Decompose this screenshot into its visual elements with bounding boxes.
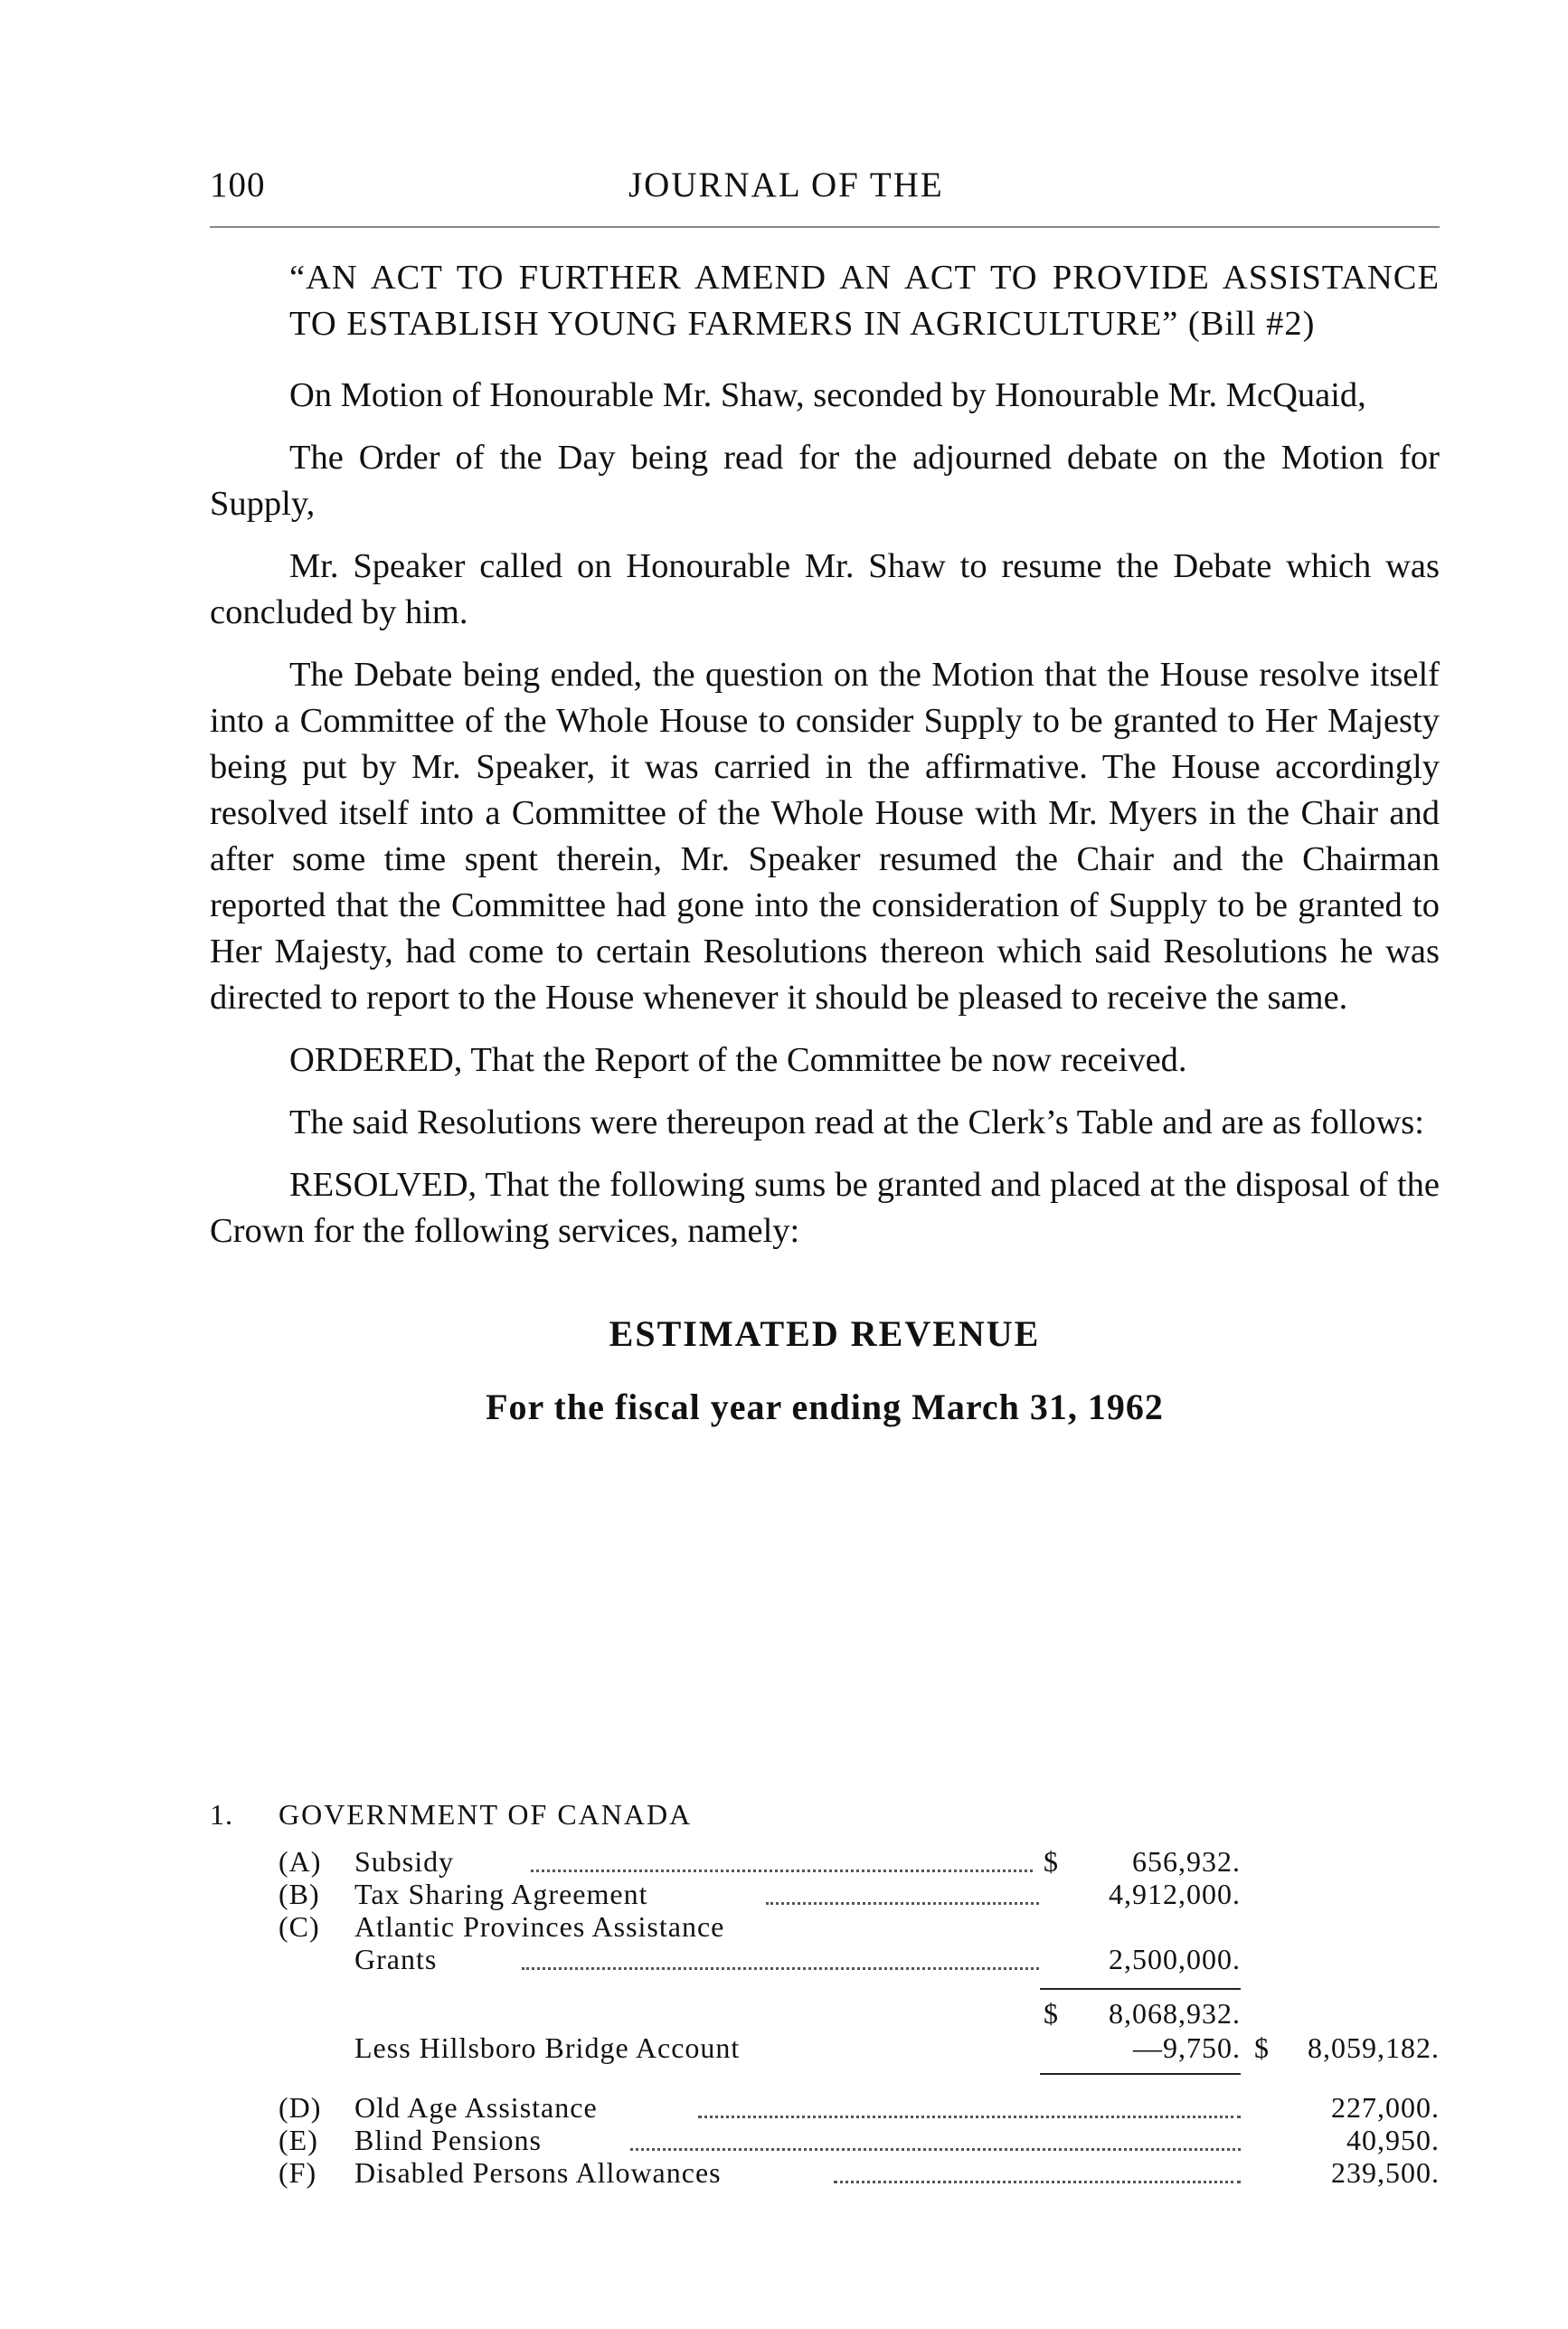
- item-text: Tax Sharing Agreement: [354, 1878, 648, 1910]
- section-number: 1.: [210, 1798, 233, 1831]
- item-amount: 656,932.: [1132, 1845, 1241, 1878]
- item-label: (B): [279, 1878, 320, 1910]
- item-amount: 239,500.: [1331, 2156, 1440, 2189]
- table-row: [210, 1910, 1440, 1943]
- item-text: Atlantic Provinces Assistance: [354, 1910, 725, 1943]
- fiscal-year-subheading: For the fiscal year ending March 31, 1962: [486, 1387, 1164, 1427]
- page-header: [210, 165, 1440, 219]
- currency-sign: $: [1044, 1997, 1059, 2030]
- item-text-continued: Grants: [354, 1943, 438, 1975]
- paragraph-order-of-day: The Order of the Day being read for the adjourned debate on the Motion for Supply,: [210, 439, 1440, 523]
- table-row: [210, 1943, 1440, 1975]
- leader-dots: [522, 1967, 1039, 1970]
- table-row: [210, 1878, 1440, 1910]
- deduction-amount: —9,750.: [1133, 2031, 1241, 2064]
- deduction-row: [210, 2031, 1440, 2064]
- leader-dots: [698, 2116, 1241, 2118]
- currency-sign: $: [1044, 1845, 1059, 1878]
- deduction-text: Less Hillsboro Bridge Account: [354, 2031, 741, 2064]
- item-text: Subsidy: [354, 1845, 455, 1878]
- table-row: [210, 2124, 1440, 2156]
- item-amount: 40,950.: [1346, 2124, 1440, 2156]
- table-row: [210, 1845, 1440, 1878]
- item-label: (D): [279, 2091, 322, 2124]
- item-label: (E): [279, 2124, 318, 2156]
- item-amount: 2,500,000.: [1109, 1943, 1241, 1975]
- deduction-rule: [1040, 2073, 1241, 2075]
- paragraph-resolutions-read: The said Resolutions were thereupon read at the Clerk’s Table and are as follows:: [289, 1103, 1424, 1141]
- item-text: Disabled Persons Allowances: [354, 2156, 722, 2189]
- paragraph-debate-ended: The Debate being ended, the question on the Motion that the House resolve itself into a Committee of the Whole House to consider Supply to be granted to Her Majesty being put by Mr. Speaker, it was carried in the affirmative. The House accordingly resolved itself into a Committee of the Whole House with Mr. Myers in the Chair and after some time spent therein, Mr. Speaker resumed the Chair and the Chairman reported that the Committee had gone into the consideration of Supply to be granted to Her Majesty, had come to certain Resolutions thereon which said Resolutions he was directed to report to the House whenever it should be pleased to receive the same.: [210, 656, 1440, 1017]
- item-text: Old Age Assistance: [354, 2091, 598, 2124]
- leader-dots: [630, 2148, 1241, 2151]
- item-amount: 4,912,000.: [1109, 1878, 1241, 1910]
- subtotal-row: [210, 1997, 1440, 2030]
- section-title: GOVERNMENT OF CANADA: [279, 1798, 693, 1831]
- paragraph-ordered: ORDERED, That the Report of the Committee be now received.: [289, 1041, 1187, 1079]
- leader-dots: [531, 1870, 1033, 1872]
- item-label: (A): [279, 1845, 322, 1878]
- net-amount: 8,059,182.: [1308, 2031, 1440, 2064]
- paragraph-speaker-called: Mr. Speaker called on Honourable Mr. Shaw to resume the Debate which was concluded by him.: [210, 547, 1440, 631]
- table-row: [210, 2091, 1440, 2124]
- subtotal-amount: 8,068,932.: [1109, 1997, 1241, 2030]
- paragraph-motion: On Motion of Honourable Mr. Shaw, seconded by Honourable Mr. McQuaid,: [289, 376, 1366, 414]
- item-label: (C): [279, 1910, 320, 1943]
- item-amount: 227,000.: [1331, 2091, 1440, 2124]
- item-label: (F): [279, 2156, 317, 2189]
- bill-title: “AN ACT TO FURTHER AMEND AN ACT TO PROVIDE ASSISTANCE TO ESTABLISH YOUNG FARMERS IN AGRICULTURE” (Bill #2): [289, 259, 1440, 343]
- page-number: 100: [210, 166, 266, 204]
- leader-dots: [834, 2181, 1241, 2183]
- item-text: Blind Pensions: [354, 2124, 542, 2156]
- currency-sign: $: [1254, 2031, 1270, 2064]
- table-row: [210, 2156, 1440, 2189]
- paragraph-resolved: RESOLVED, That the following sums be granted and placed at the disposal of the Crown for the following services, namely:: [210, 1166, 1440, 1250]
- subtotal-rule: [1040, 1988, 1241, 1990]
- running-title: JOURNAL OF THE: [628, 166, 944, 204]
- page-body: [210, 255, 1440, 1430]
- header-rule: [210, 226, 1440, 228]
- estimates-heading: ESTIMATED REVENUE: [609, 1313, 1041, 1354]
- leader-dots: [766, 1902, 1039, 1905]
